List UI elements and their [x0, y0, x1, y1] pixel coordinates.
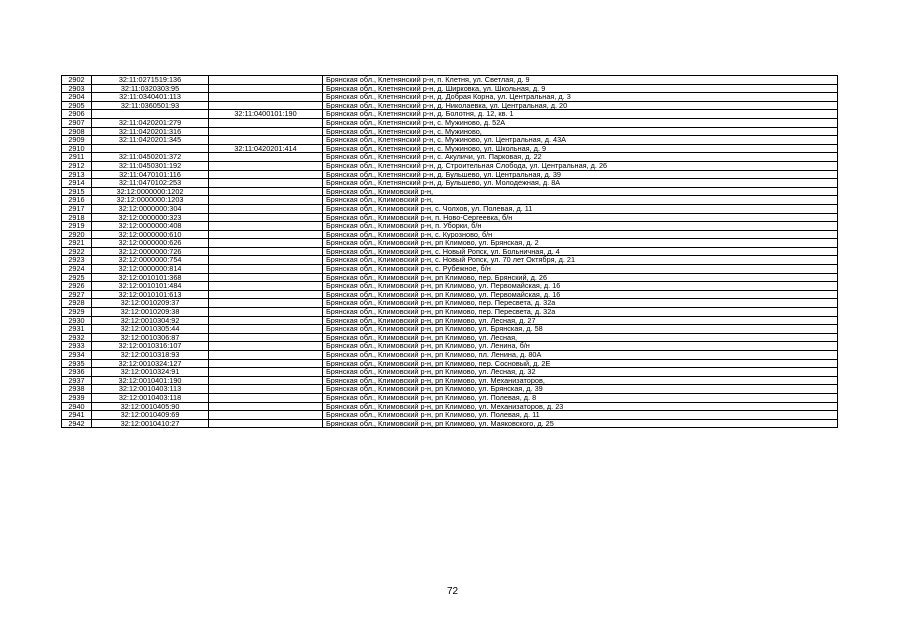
table-row [62, 153, 838, 162]
row-number-cell: 2908 [62, 127, 92, 136]
address-cell: Брянская обл., Климовский р-н, рп Климово, ул. Первомайская, д. 16 [323, 282, 838, 291]
row-number-cell: 2904 [62, 93, 92, 102]
row-number-cell: 2918 [62, 213, 92, 222]
cadastral-number-cell: 32:12:0010405:90 [92, 402, 209, 411]
cadastral-number-cell: 32:11:0420201:345 [92, 136, 209, 145]
previous-cadastral-number-cell: 32:11:0400101:190 [209, 110, 323, 119]
row-number-cell: 2935 [62, 359, 92, 368]
address-cell: Брянская обл., Клетнянский р-н, п. Клетня, ул. Светлая, д. 9 [323, 76, 838, 85]
previous-cadastral-number-cell [209, 101, 323, 110]
cadastral-number-cell: 32:11:0470102:253 [92, 179, 209, 188]
row-number-cell: 2934 [62, 351, 92, 360]
table-row [62, 351, 838, 360]
address-cell: Брянская обл., Климовский р-н, рп Климово, ул. Лесная, д. 32 [323, 368, 838, 377]
table-row [62, 265, 838, 274]
previous-cadastral-number-cell [209, 247, 323, 256]
row-number-cell: 2903 [62, 84, 92, 93]
previous-cadastral-number-cell [209, 84, 323, 93]
cadastral-number-cell: 32:12:0000000:1202 [92, 187, 209, 196]
cadastral-number-cell: 32:12:0000000:408 [92, 222, 209, 231]
address-cell: Брянская обл., Климовский р-н, рп Климово, ул. Брянская, д. 39 [323, 385, 838, 394]
previous-cadastral-number-cell [209, 342, 323, 351]
address-cell: Брянская обл., Климовский р-н, рп Климово, ул. Лесная, [323, 333, 838, 342]
row-number-cell: 2923 [62, 256, 92, 265]
cadastral-number-cell: 32:11:0450301:192 [92, 161, 209, 170]
row-number-cell: 2917 [62, 204, 92, 213]
address-cell: Брянская обл., Климовский р-н, рп Климово, ул. Полевая, д. 11 [323, 411, 838, 420]
cadastral-number-cell: 32:12:0010101:613 [92, 290, 209, 299]
table-row [62, 342, 838, 351]
cadastral-number-cell: 32:11:0450201:372 [92, 153, 209, 162]
previous-cadastral-number-cell [209, 299, 323, 308]
row-number-cell: 2925 [62, 273, 92, 282]
row-number-cell: 2907 [62, 118, 92, 127]
previous-cadastral-number-cell [209, 411, 323, 420]
row-number-cell: 2930 [62, 316, 92, 325]
address-cell: Брянская обл., Климовский р-н, рп Климово, ул. Механизаторов, д. 23 [323, 402, 838, 411]
table-row [62, 256, 838, 265]
previous-cadastral-number-cell [209, 376, 323, 385]
cadastral-number-cell: 32:12:0000000:754 [92, 256, 209, 265]
previous-cadastral-number-cell [209, 213, 323, 222]
row-number-cell: 2941 [62, 411, 92, 420]
table-row [62, 170, 838, 179]
property-table [61, 75, 838, 428]
address-cell: Брянская обл., Климовский р-н, с. Новый Ропск, ул. 70 лет Октября, д. 21 [323, 256, 838, 265]
cadastral-number-cell: 32:12:0000000:1203 [92, 196, 209, 205]
cadastral-number-cell: 32:12:0010316:107 [92, 342, 209, 351]
address-cell: Брянская обл., Климовский р-н, рп Климово, пер. Сосновый, д. 2Е [323, 359, 838, 368]
table-row [62, 325, 838, 334]
cadastral-number-cell: 32:12:0010306:87 [92, 333, 209, 342]
table-row [62, 419, 838, 428]
previous-cadastral-number-cell [209, 239, 323, 248]
previous-cadastral-number-cell [209, 93, 323, 102]
previous-cadastral-number-cell [209, 76, 323, 85]
cadastral-number-cell: 32:12:0010304:92 [92, 316, 209, 325]
row-number-cell: 2931 [62, 325, 92, 334]
address-cell: Брянская обл., Клетнянский р-н, д. Строительная Слобода, ул. Центральная, д. 26 [323, 161, 838, 170]
previous-cadastral-number-cell [209, 402, 323, 411]
table-row [62, 101, 838, 110]
table-row [62, 368, 838, 377]
row-number-cell: 2940 [62, 402, 92, 411]
row-number-cell: 2916 [62, 196, 92, 205]
row-number-cell: 2939 [62, 393, 92, 402]
cadastral-number-cell: 32:12:0010209:38 [92, 308, 209, 317]
row-number-cell: 2927 [62, 290, 92, 299]
cadastral-number-cell: 32:12:0010403:113 [92, 385, 209, 394]
address-cell: Брянская обл., Климовский р-н, рп Климово, ул. Брянская, д. 58 [323, 325, 838, 334]
previous-cadastral-number-cell [209, 290, 323, 299]
address-cell: Брянская обл., Клетнянский р-н, с. Мужиново, ул. Школьная, д. 9 [323, 144, 838, 153]
row-number-cell: 2906 [62, 110, 92, 119]
previous-cadastral-number-cell [209, 333, 323, 342]
table-row [62, 282, 838, 291]
address-cell: Брянская обл., Климовский р-н, рп Климово, пер. Пересвета, д. 32а [323, 308, 838, 317]
previous-cadastral-number-cell [209, 187, 323, 196]
table-row [62, 411, 838, 420]
table-row [62, 385, 838, 394]
table-row [62, 127, 838, 136]
address-cell: Брянская обл., Климовский р-н, рп Климово, пер. Пересвета, д. 32а [323, 299, 838, 308]
address-cell: Брянская обл., Климовский р-н, рп Климово, ул. Полевая, д. 8 [323, 393, 838, 402]
previous-cadastral-number-cell [209, 419, 323, 428]
previous-cadastral-number-cell [209, 316, 323, 325]
previous-cadastral-number-cell [209, 127, 323, 136]
previous-cadastral-number-cell: 32:11:0420201:414 [209, 144, 323, 153]
address-cell: Брянская обл., Клетнянский р-н, д. Николаевка, ул. Центральная, д. 20 [323, 101, 838, 110]
cadastral-number-cell: 32:12:0010318:93 [92, 351, 209, 360]
cadastral-number-cell: 32:12:0010324:91 [92, 368, 209, 377]
address-cell: Брянская обл., Климовский р-н, рп Климово, пл. Ленина, д. 80А [323, 351, 838, 360]
address-cell: Брянская обл., Климовский р-н, [323, 187, 838, 196]
previous-cadastral-number-cell [209, 351, 323, 360]
cadastral-number-cell: 32:12:0010101:484 [92, 282, 209, 291]
previous-cadastral-number-cell [209, 170, 323, 179]
address-cell: Брянская обл., Климовский р-н, рп Климово, ул. Маяковского, д. 25 [323, 419, 838, 428]
cadastral-number-cell: 32:12:0000000:626 [92, 239, 209, 248]
previous-cadastral-number-cell [209, 273, 323, 282]
address-cell: Брянская обл., Клетнянский р-н, д. Бульшево, ул. Молодежная, д. 8А [323, 179, 838, 188]
address-cell: Брянская обл., Климовский р-н, с. Чолхов, ул. Полевая, д. 11 [323, 204, 838, 213]
previous-cadastral-number-cell [209, 230, 323, 239]
cadastral-number-cell: 32:12:0000000:814 [92, 265, 209, 274]
address-cell: Брянская обл., Клетнянский р-н, д. Ширковка, ул. Школьная, д. 9 [323, 84, 838, 93]
cadastral-number-cell: 32:12:0000000:726 [92, 247, 209, 256]
table-row [62, 230, 838, 239]
table-row [62, 110, 838, 119]
address-cell: Брянская обл., Климовский р-н, рп Климово, пер. Брянский, д. 26 [323, 273, 838, 282]
previous-cadastral-number-cell [209, 265, 323, 274]
cadastral-number-cell: 32:11:0420201:279 [92, 118, 209, 127]
previous-cadastral-number-cell [209, 136, 323, 145]
address-cell: Брянская обл., Климовский р-н, [323, 196, 838, 205]
table-row [62, 187, 838, 196]
row-number-cell: 2926 [62, 282, 92, 291]
row-number-cell: 2920 [62, 230, 92, 239]
address-cell: Брянская обл., Климовский р-н, с. Курозново, б/н [323, 230, 838, 239]
cadastral-number-cell: 32:12:0010324:127 [92, 359, 209, 368]
cadastral-number-cell: 32:12:0000000:304 [92, 204, 209, 213]
previous-cadastral-number-cell [209, 196, 323, 205]
address-cell: Брянская обл., Клетнянский р-н, с. Мужиново, д. 52А [323, 118, 838, 127]
table-row [62, 402, 838, 411]
address-cell: Брянская обл., Клетнянский р-н, с. Акуличи, ул. Парковая, д. 22 [323, 153, 838, 162]
table-row [62, 247, 838, 256]
previous-cadastral-number-cell [209, 368, 323, 377]
cadastral-number-cell: 32:12:0000000:610 [92, 230, 209, 239]
table-row [62, 84, 838, 93]
row-number-cell: 2902 [62, 76, 92, 85]
previous-cadastral-number-cell [209, 222, 323, 231]
table-row [62, 144, 838, 153]
page-number: 72 [446, 586, 459, 597]
address-cell: Брянская обл., Климовский р-н, п. Ново-Сергеевка, б/н [323, 213, 838, 222]
address-cell: Брянская обл., Климовский р-н, с. Рубежное, б/н [323, 265, 838, 274]
row-number-cell: 2911 [62, 153, 92, 162]
row-number-cell: 2937 [62, 376, 92, 385]
cadastral-number-cell: 32:11:0420201:316 [92, 127, 209, 136]
previous-cadastral-number-cell [209, 308, 323, 317]
row-number-cell: 2942 [62, 419, 92, 428]
row-number-cell: 2910 [62, 144, 92, 153]
address-cell: Брянская обл., Клетнянский р-н, с. Мужиново, [323, 127, 838, 136]
table-row [62, 239, 838, 248]
cadastral-number-cell: 32:12:0010401:190 [92, 376, 209, 385]
row-number-cell: 2921 [62, 239, 92, 248]
previous-cadastral-number-cell [209, 359, 323, 368]
address-cell: Брянская обл., Климовский р-н, рп Климово, ул. Брянская, д. 2 [323, 239, 838, 248]
row-number-cell: 2938 [62, 385, 92, 394]
address-cell: Брянская обл., Клетнянский р-н, д. Бульшево, ул. Центральная, д. 39 [323, 170, 838, 179]
table-row [62, 359, 838, 368]
previous-cadastral-number-cell [209, 118, 323, 127]
row-number-cell: 2932 [62, 333, 92, 342]
cadastral-number-cell: 32:11:0360501:93 [92, 101, 209, 110]
table-row [62, 299, 838, 308]
cadastral-number-cell: 32:12:0000000:323 [92, 213, 209, 222]
address-cell: Брянская обл., Климовский р-н, рп Климово, ул. Механизаторов, [323, 376, 838, 385]
previous-cadastral-number-cell [209, 256, 323, 265]
table-row [62, 273, 838, 282]
row-number-cell: 2913 [62, 170, 92, 179]
previous-cadastral-number-cell [209, 204, 323, 213]
property-table-body [62, 76, 838, 428]
table-row [62, 196, 838, 205]
address-cell: Брянская обл., Климовский р-н, п. Уборки, б/н [323, 222, 838, 231]
row-number-cell: 2919 [62, 222, 92, 231]
table-row [62, 179, 838, 188]
cadastral-number-cell: 32:12:0010409:69 [92, 411, 209, 420]
table-row [62, 316, 838, 325]
row-number-cell: 2909 [62, 136, 92, 145]
address-cell: Брянская обл., Клетнянский р-н, д. Добрая Корна, ул. Центральная, д. 3 [323, 93, 838, 102]
address-cell: Брянская обл., Климовский р-н, с. Новый Ропск, ул. Больничная, д. 4 [323, 247, 838, 256]
previous-cadastral-number-cell [209, 385, 323, 394]
table-row [62, 93, 838, 102]
previous-cadastral-number-cell [209, 153, 323, 162]
cadastral-number-cell: 32:12:0010403:118 [92, 393, 209, 402]
cadastral-number-cell [92, 110, 209, 119]
row-number-cell: 2924 [62, 265, 92, 274]
table-row [62, 76, 838, 85]
previous-cadastral-number-cell [209, 393, 323, 402]
row-number-cell: 2936 [62, 368, 92, 377]
row-number-cell: 2912 [62, 161, 92, 170]
address-cell: Брянская обл., Климовский р-н, рп Климово, ул. Ленина, б/н [323, 342, 838, 351]
previous-cadastral-number-cell [209, 161, 323, 170]
table-row [62, 290, 838, 299]
address-cell: Брянская обл., Клетнянский р-н, д. Болотня, д. 12, кв. 1 [323, 110, 838, 119]
cadastral-number-cell: 32:11:0340401:113 [92, 93, 209, 102]
row-number-cell: 2922 [62, 247, 92, 256]
cadastral-number-cell: 32:12:0010305:44 [92, 325, 209, 334]
table-row [62, 136, 838, 145]
table-row [62, 222, 838, 231]
address-cell: Брянская обл., Климовский р-н, рп Климово, ул. Лесная, д. 27 [323, 316, 838, 325]
table-row [62, 333, 838, 342]
cadastral-number-cell: 32:12:0010101:368 [92, 273, 209, 282]
table-row [62, 393, 838, 402]
row-number-cell: 2905 [62, 101, 92, 110]
cadastral-number-cell: 32:11:0271519:136 [92, 76, 209, 85]
cadastral-number-cell: 32:12:0010209:37 [92, 299, 209, 308]
cadastral-number-cell: 32:11:0470101:116 [92, 170, 209, 179]
cadastral-number-cell [92, 144, 209, 153]
row-number-cell: 2933 [62, 342, 92, 351]
row-number-cell: 2929 [62, 308, 92, 317]
table-row [62, 213, 838, 222]
table-row [62, 308, 838, 317]
table-row [62, 161, 838, 170]
previous-cadastral-number-cell [209, 282, 323, 291]
table-row [62, 204, 838, 213]
cadastral-number-cell: 32:12:0010410:27 [92, 419, 209, 428]
row-number-cell: 2914 [62, 179, 92, 188]
address-cell: Брянская обл., Климовский р-н, рп Климово, ул. Первомайская, д. 16 [323, 290, 838, 299]
cadastral-number-cell: 32:11:0320303:95 [92, 84, 209, 93]
row-number-cell: 2915 [62, 187, 92, 196]
previous-cadastral-number-cell [209, 325, 323, 334]
previous-cadastral-number-cell [209, 179, 323, 188]
table-row [62, 118, 838, 127]
table-row [62, 376, 838, 385]
address-cell: Брянская обл., Клетнянский р-н, с. Мужиново, ул. Центральная, д. 43А [323, 136, 838, 145]
row-number-cell: 2928 [62, 299, 92, 308]
